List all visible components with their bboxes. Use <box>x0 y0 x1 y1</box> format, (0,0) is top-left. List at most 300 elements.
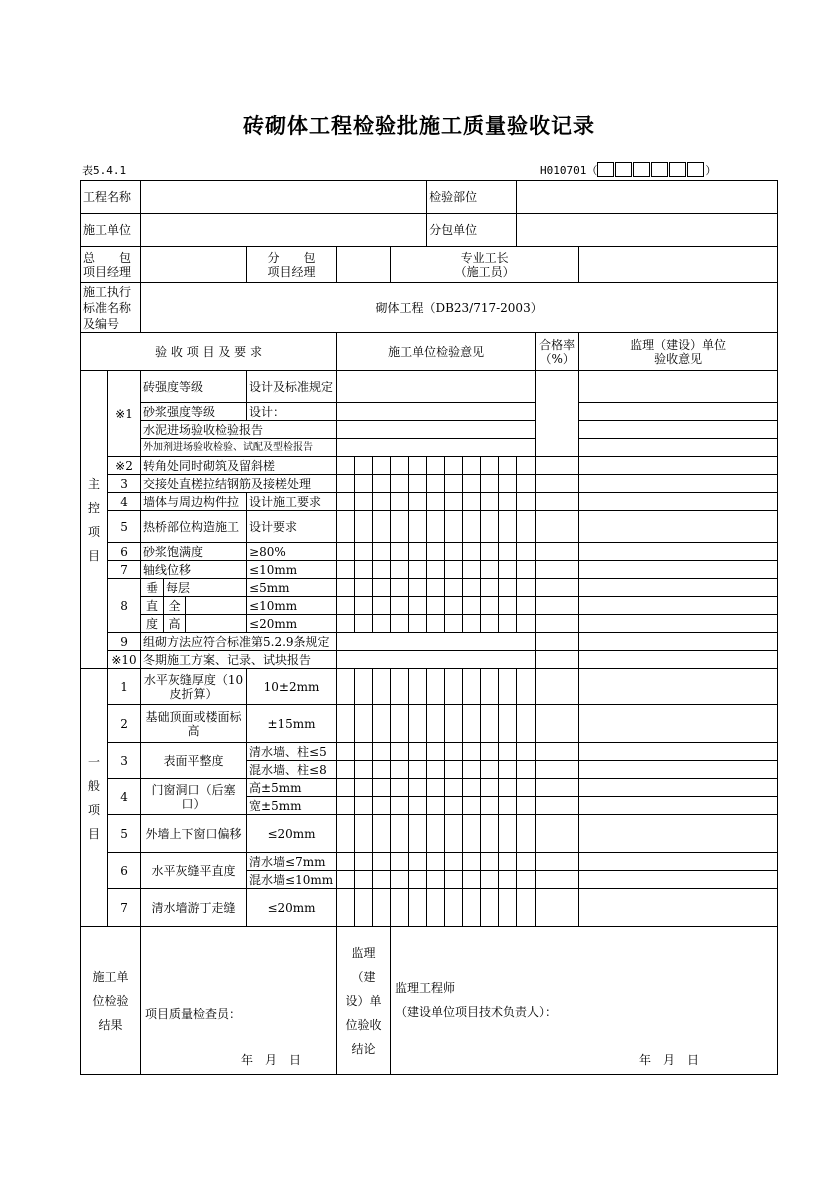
rate-cell[interactable] <box>536 579 579 597</box>
grid-cell[interactable] <box>481 761 499 779</box>
grid-cell[interactable] <box>391 889 409 927</box>
grid-cell[interactable] <box>463 815 481 853</box>
grid-cell[interactable] <box>463 475 481 493</box>
grid-cell[interactable] <box>391 797 409 815</box>
grid-cell[interactable] <box>427 871 445 889</box>
grid-cell[interactable] <box>481 779 499 797</box>
grid-cell[interactable] <box>481 543 499 561</box>
grid-cell[interactable] <box>499 871 517 889</box>
grid-cell[interactable] <box>355 475 373 493</box>
grid-cell[interactable] <box>337 475 355 493</box>
grid-cell[interactable] <box>445 475 463 493</box>
grid-cell[interactable] <box>355 561 373 579</box>
main-row-3 <box>81 475 778 493</box>
opinion-cell[interactable] <box>337 403 536 421</box>
grid-cell[interactable] <box>337 493 355 511</box>
rate-cell[interactable] <box>536 561 579 579</box>
grid-cell[interactable] <box>391 871 409 889</box>
supervision-cell[interactable] <box>579 797 778 815</box>
grid-cell[interactable] <box>499 889 517 927</box>
opinion-cell[interactable] <box>337 421 536 439</box>
grid-cell[interactable] <box>391 561 409 579</box>
grid-cell[interactable] <box>445 797 463 815</box>
item-name: 冬期施工方案、记录、试块报告 <box>141 651 337 669</box>
grid-cell[interactable] <box>445 815 463 853</box>
grid-cell[interactable] <box>337 853 355 871</box>
grid-cell[interactable] <box>499 669 517 705</box>
rate-cell[interactable] <box>536 889 579 927</box>
grid-cell[interactable] <box>463 457 481 475</box>
grid-cell[interactable] <box>427 705 445 743</box>
grid-cell[interactable] <box>391 511 409 543</box>
grid-cell[interactable] <box>355 457 373 475</box>
grid-cell[interactable] <box>355 669 373 705</box>
grid-cell[interactable] <box>427 853 445 871</box>
grid-cell[interactable] <box>391 853 409 871</box>
opinion-cell[interactable] <box>337 439 536 457</box>
rate-cell[interactable] <box>536 743 579 761</box>
supervision-cell[interactable] <box>579 633 778 651</box>
grid-cell[interactable] <box>463 579 481 597</box>
grid-cell[interactable] <box>337 743 355 761</box>
item-requirement: 10±2mm <box>247 669 337 705</box>
supervision-cell[interactable] <box>579 543 778 561</box>
grid-cell[interactable] <box>499 475 517 493</box>
grid-cell[interactable] <box>463 743 481 761</box>
grid-cell[interactable] <box>463 889 481 927</box>
code-box[interactable] <box>651 162 668 177</box>
grid-cell[interactable] <box>391 597 409 615</box>
grid-cell[interactable] <box>481 853 499 871</box>
grid-cell[interactable] <box>499 543 517 561</box>
grid-cell[interactable] <box>391 579 409 597</box>
grid-cell[interactable] <box>427 889 445 927</box>
supervision-cell[interactable] <box>579 403 778 421</box>
grid-cell[interactable] <box>427 615 445 633</box>
grid-cell[interactable] <box>373 761 391 779</box>
item-requirement: 混水墙≤10mm <box>247 871 337 889</box>
supervision-cell[interactable] <box>579 615 778 633</box>
grid-cell[interactable] <box>499 761 517 779</box>
inspection-part-value[interactable] <box>517 181 778 214</box>
supervision-cell[interactable] <box>579 743 778 761</box>
grid-cell[interactable] <box>391 493 409 511</box>
item-name: 热桥部位构造施工 <box>141 511 247 543</box>
grid-cell[interactable] <box>427 743 445 761</box>
grid-cell[interactable] <box>517 871 536 889</box>
grid-cell[interactable] <box>355 743 373 761</box>
grid-cell[interactable] <box>445 779 463 797</box>
grid-cell[interactable] <box>409 815 427 853</box>
item-requirement: ±15mm <box>247 705 337 743</box>
main-row-1c <box>81 421 778 439</box>
grid-cell[interactable] <box>337 779 355 797</box>
supervision-result-cell[interactable] <box>391 927 778 1075</box>
grid-cell[interactable] <box>463 615 481 633</box>
item-requirement: 清水墙、柱≤5 <box>247 743 337 761</box>
opinion-cell[interactable] <box>337 371 536 403</box>
grid-cell[interactable] <box>427 669 445 705</box>
rate-cell[interactable] <box>536 475 579 493</box>
supervision-cell[interactable] <box>579 475 778 493</box>
grid-cell[interactable] <box>409 853 427 871</box>
grid-cell[interactable] <box>481 743 499 761</box>
grid-cell[interactable] <box>463 797 481 815</box>
grid-cell[interactable] <box>355 705 373 743</box>
grid-cell[interactable] <box>517 815 536 853</box>
grid-cell[interactable] <box>481 475 499 493</box>
grid-cell[interactable] <box>481 615 499 633</box>
rate-cell[interactable] <box>536 761 579 779</box>
grid-cell[interactable] <box>337 871 355 889</box>
code-box[interactable] <box>615 162 632 177</box>
grid-cell[interactable] <box>481 457 499 475</box>
grid-cell[interactable] <box>499 579 517 597</box>
grid-cell[interactable] <box>445 705 463 743</box>
grid-cell[interactable] <box>463 493 481 511</box>
grid-cell[interactable] <box>481 493 499 511</box>
grid-cell[interactable] <box>409 615 427 633</box>
grid-cell[interactable] <box>409 579 427 597</box>
supervision-cell[interactable] <box>579 871 778 889</box>
subcontract-unit-value[interactable] <box>517 214 778 247</box>
grid-cell[interactable] <box>445 743 463 761</box>
grid-cell[interactable] <box>517 889 536 927</box>
grid-cell[interactable] <box>355 579 373 597</box>
grid-cell[interactable] <box>355 779 373 797</box>
grid-cell[interactable] <box>517 543 536 561</box>
grid-cell[interactable] <box>355 797 373 815</box>
grid-cell[interactable] <box>337 815 355 853</box>
grid-cell[interactable] <box>481 705 499 743</box>
grid-cell[interactable] <box>337 561 355 579</box>
rate-cell[interactable] <box>536 615 579 633</box>
foreman-value[interactable] <box>579 247 778 283</box>
grid-cell[interactable] <box>373 815 391 853</box>
grid-cell[interactable] <box>427 579 445 597</box>
grid-cell[interactable] <box>499 705 517 743</box>
grid-cell[interactable] <box>481 797 499 815</box>
grid-cell[interactable] <box>337 597 355 615</box>
grid-cell[interactable] <box>373 561 391 579</box>
general-row-4a <box>81 779 778 797</box>
grid-cell[interactable] <box>517 457 536 475</box>
item-requirement: ≥80% <box>247 543 337 561</box>
grid-cell[interactable] <box>373 853 391 871</box>
grid-cell[interactable] <box>373 669 391 705</box>
grid-cell[interactable] <box>427 815 445 853</box>
grid-cell[interactable] <box>337 615 355 633</box>
grid-cell[interactable] <box>481 597 499 615</box>
supervision-cell[interactable] <box>579 421 778 439</box>
grid-cell[interactable] <box>355 597 373 615</box>
grid-cell[interactable] <box>517 597 536 615</box>
items-header: 验 收 项 目 及 要 求 <box>81 333 337 371</box>
grid-cell[interactable] <box>463 669 481 705</box>
grid-cell[interactable] <box>409 457 427 475</box>
rate-cell[interactable] <box>536 371 579 457</box>
grid-cell[interactable] <box>427 511 445 543</box>
supervision-cell[interactable] <box>579 889 778 927</box>
grid-cell[interactable] <box>373 779 391 797</box>
grid-cell[interactable] <box>427 761 445 779</box>
grid-cell[interactable] <box>463 779 481 797</box>
grid-cell[interactable] <box>373 743 391 761</box>
rate-cell[interactable] <box>536 815 579 853</box>
grid-cell[interactable] <box>355 889 373 927</box>
grid-cell[interactable] <box>463 597 481 615</box>
project-name-value[interactable] <box>141 181 427 214</box>
rate-cell[interactable] <box>536 651 579 669</box>
grid-cell[interactable] <box>445 889 463 927</box>
grid-cell[interactable] <box>373 475 391 493</box>
rate-cell[interactable] <box>536 633 579 651</box>
code-box[interactable] <box>633 162 650 177</box>
grid-cell[interactable] <box>355 615 373 633</box>
grid-cell[interactable] <box>427 797 445 815</box>
rate-cell[interactable] <box>536 511 579 543</box>
grid-cell[interactable] <box>337 543 355 561</box>
rate-cell[interactable] <box>536 705 579 743</box>
grid-cell[interactable] <box>481 561 499 579</box>
supervision-cell[interactable] <box>579 705 778 743</box>
grid-cell[interactable] <box>463 543 481 561</box>
grid-cell[interactable] <box>391 615 409 633</box>
grid-cell[interactable] <box>355 815 373 853</box>
code-box[interactable] <box>597 162 614 177</box>
grid-cell[interactable] <box>463 761 481 779</box>
grid-cell[interactable] <box>427 543 445 561</box>
grid-cell[interactable] <box>499 561 517 579</box>
grid-cell[interactable] <box>409 871 427 889</box>
grid-cell[interactable] <box>391 669 409 705</box>
grid-cell[interactable] <box>499 597 517 615</box>
grid-cell[interactable] <box>373 705 391 743</box>
grid-cell[interactable] <box>391 779 409 797</box>
grid-cell[interactable] <box>445 615 463 633</box>
grid-cell[interactable] <box>463 871 481 889</box>
grid-cell[interactable] <box>481 669 499 705</box>
grid-cell[interactable] <box>409 561 427 579</box>
grid-cell[interactable] <box>517 579 536 597</box>
grid-cell[interactable] <box>373 597 391 615</box>
construction-unit-value[interactable] <box>141 214 427 247</box>
rate-cell[interactable] <box>536 779 579 797</box>
grid-cell[interactable] <box>337 669 355 705</box>
supervision-cell[interactable] <box>579 815 778 853</box>
grid-cell[interactable] <box>445 597 463 615</box>
grid-cell[interactable] <box>355 493 373 511</box>
gc-pm-value[interactable] <box>141 247 247 283</box>
grid-cell[interactable] <box>445 511 463 543</box>
grid-cell[interactable] <box>355 761 373 779</box>
item-requirement: ≤20mm <box>247 615 337 633</box>
supervision-cell[interactable] <box>579 371 778 403</box>
construction-result-text: 施工单位检验结果 <box>92 969 129 1032</box>
grid-cell[interactable] <box>463 853 481 871</box>
grid-cell[interactable] <box>391 815 409 853</box>
grid-cell[interactable] <box>445 871 463 889</box>
grid-cell[interactable] <box>373 797 391 815</box>
rate-cell[interactable] <box>536 493 579 511</box>
grid-cell[interactable] <box>409 743 427 761</box>
grid-cell[interactable] <box>517 669 536 705</box>
grid-cell[interactable] <box>409 889 427 927</box>
opinion-cell[interactable] <box>337 651 536 669</box>
grid-cell[interactable] <box>373 543 391 561</box>
supervision-cell[interactable] <box>579 853 778 871</box>
grid-cell[interactable] <box>409 779 427 797</box>
grid-cell[interactable] <box>427 779 445 797</box>
grid-cell[interactable] <box>373 457 391 475</box>
supervision-cell[interactable] <box>579 779 778 797</box>
rate-cell[interactable] <box>536 669 579 705</box>
grid-cell[interactable] <box>409 543 427 561</box>
grid-cell[interactable] <box>463 511 481 543</box>
grid-cell[interactable] <box>481 889 499 927</box>
grid-cell[interactable] <box>517 853 536 871</box>
grid-cell[interactable] <box>481 579 499 597</box>
grid-cell[interactable] <box>499 493 517 511</box>
sub-pm-line-1: 分 包 <box>267 250 316 265</box>
grid-cell[interactable] <box>499 779 517 797</box>
grid-cell[interactable] <box>517 511 536 543</box>
sub-pm-value[interactable] <box>337 247 391 283</box>
grid-cell[interactable] <box>337 705 355 743</box>
grid-cell[interactable] <box>499 743 517 761</box>
grid-cell[interactable] <box>445 579 463 597</box>
grid-cell[interactable] <box>391 705 409 743</box>
grid-cell[interactable] <box>463 561 481 579</box>
rate-cell[interactable] <box>536 853 579 871</box>
column-header-row <box>81 333 778 371</box>
code-box[interactable] <box>687 162 704 177</box>
grid-cell[interactable] <box>427 597 445 615</box>
grid-cell[interactable] <box>427 561 445 579</box>
grid-cell[interactable] <box>391 761 409 779</box>
grid-cell[interactable] <box>427 493 445 511</box>
grid-cell[interactable] <box>445 669 463 705</box>
grid-cell[interactable] <box>445 561 463 579</box>
grid-cell[interactable] <box>427 457 445 475</box>
supervision-cell[interactable] <box>579 511 778 543</box>
grid-cell[interactable] <box>409 511 427 543</box>
form-code-suffix: ） <box>705 164 717 177</box>
grid-cell[interactable] <box>517 797 536 815</box>
grid-cell[interactable] <box>499 511 517 543</box>
grid-cell[interactable] <box>463 705 481 743</box>
grid-cell[interactable] <box>499 853 517 871</box>
grid-cell[interactable] <box>499 457 517 475</box>
construction-result-cell[interactable] <box>141 927 337 1075</box>
subcontract-unit-label: 分包单位 <box>427 214 517 247</box>
opinion-cell[interactable] <box>337 633 536 651</box>
grid-cell[interactable] <box>391 475 409 493</box>
supervision-cell[interactable] <box>579 579 778 597</box>
code-box[interactable] <box>669 162 686 177</box>
grid-cell[interactable] <box>517 493 536 511</box>
grid-cell[interactable] <box>517 761 536 779</box>
grid-cell[interactable] <box>481 511 499 543</box>
item-requirement: 清水墙≤7mm <box>247 853 337 871</box>
grid-cell[interactable] <box>409 797 427 815</box>
grid-cell[interactable] <box>499 797 517 815</box>
supervision-cell[interactable] <box>579 597 778 615</box>
grid-cell[interactable] <box>355 511 373 543</box>
rate-cell[interactable] <box>536 797 579 815</box>
supervision-cell[interactable] <box>579 439 778 457</box>
grid-cell[interactable] <box>391 457 409 475</box>
grid-cell[interactable] <box>445 543 463 561</box>
grid-cell[interactable] <box>337 579 355 597</box>
grid-cell[interactable] <box>373 871 391 889</box>
grid-cell[interactable] <box>373 579 391 597</box>
row-number: 4 <box>108 493 141 511</box>
grid-cell[interactable] <box>445 853 463 871</box>
grid-cell[interactable] <box>481 815 499 853</box>
grid-cell[interactable] <box>517 615 536 633</box>
opinion-header: 施工单位检验意见 <box>337 333 536 371</box>
supervision-cell[interactable] <box>579 493 778 511</box>
grid-cell[interactable] <box>337 889 355 927</box>
grid-cell[interactable] <box>409 761 427 779</box>
grid-cell[interactable] <box>373 511 391 543</box>
grid-cell[interactable] <box>337 457 355 475</box>
supervision-cell[interactable] <box>579 457 778 475</box>
inspection-part-label: 检验部位 <box>427 181 517 214</box>
grid-cell[interactable] <box>445 457 463 475</box>
rate-cell[interactable] <box>536 543 579 561</box>
supervision-cell[interactable] <box>579 651 778 669</box>
grid-cell[interactable] <box>517 779 536 797</box>
rate-cell[interactable] <box>536 597 579 615</box>
grid-cell[interactable] <box>355 853 373 871</box>
main-row-7 <box>81 561 778 579</box>
grid-cell[interactable] <box>391 543 409 561</box>
grid-cell[interactable] <box>517 705 536 743</box>
grid-cell[interactable] <box>517 561 536 579</box>
grid-cell[interactable] <box>373 889 391 927</box>
grid-cell[interactable] <box>409 669 427 705</box>
grid-cell[interactable] <box>409 475 427 493</box>
supervision-cell[interactable] <box>579 761 778 779</box>
grid-cell[interactable] <box>409 705 427 743</box>
grid-cell[interactable] <box>337 511 355 543</box>
grid-cell[interactable] <box>409 493 427 511</box>
grid-cell[interactable] <box>517 475 536 493</box>
grid-cell[interactable] <box>355 543 373 561</box>
grid-cell[interactable] <box>499 815 517 853</box>
rate-cell[interactable] <box>536 871 579 889</box>
grid-cell[interactable] <box>373 615 391 633</box>
grid-cell[interactable] <box>409 597 427 615</box>
grid-cell[interactable] <box>445 493 463 511</box>
row-number: ※10 <box>108 651 141 669</box>
supervision-cell[interactable] <box>579 669 778 705</box>
grid-cell[interactable] <box>427 475 445 493</box>
grid-cell[interactable] <box>499 615 517 633</box>
grid-cell[interactable] <box>445 761 463 779</box>
grid-cell[interactable] <box>517 743 536 761</box>
grid-cell[interactable] <box>391 743 409 761</box>
grid-cell[interactable] <box>355 871 373 889</box>
grid-cell[interactable] <box>481 871 499 889</box>
grid-cell[interactable] <box>373 493 391 511</box>
grid-cell[interactable] <box>337 797 355 815</box>
supervision-cell[interactable] <box>579 561 778 579</box>
rate-cell[interactable] <box>536 457 579 475</box>
grid-cell[interactable] <box>337 761 355 779</box>
